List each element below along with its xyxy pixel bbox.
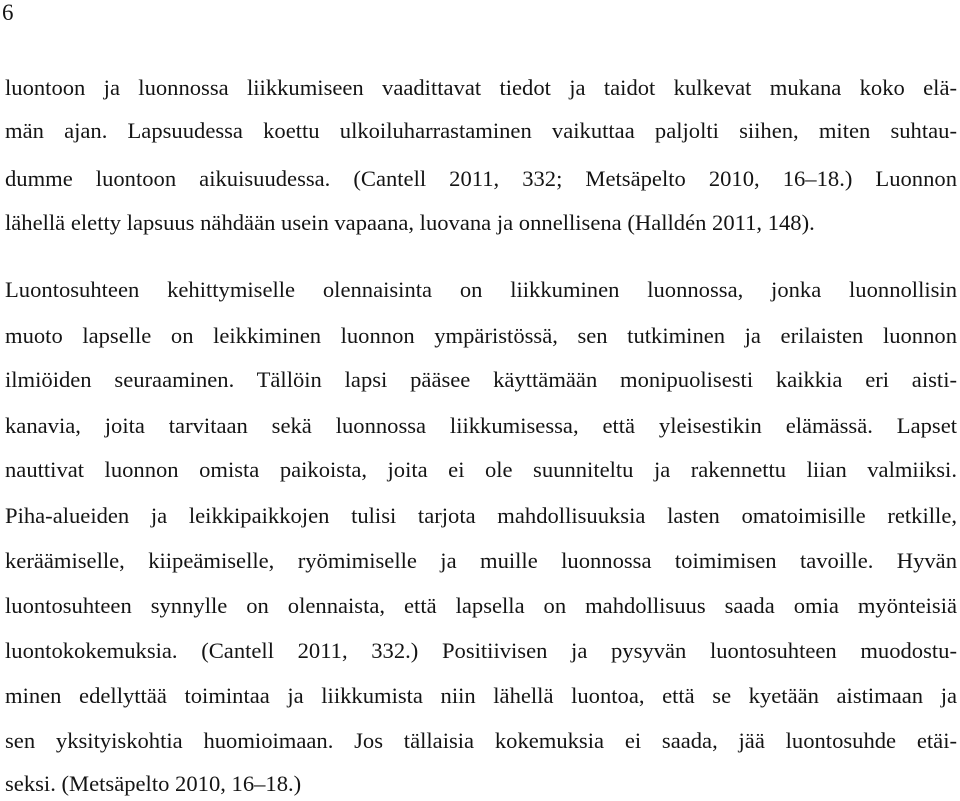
paragraph-line: ilmiöiden seuraaminen. Tällöin lapsi pääsee käyttämään monipuolisesti kaikkia eri aisti- (5, 367, 957, 392)
paragraph-line: män ajan. Lapsuudessa koettu ulkoiluharrastaminen vaikuttaa paljolti siihen, miten suhtau- (5, 118, 957, 143)
paragraph-line: nauttivat luonnon omista paikoista, joita ei ole suunniteltu ja rakennettu liian valmiiksi. (5, 457, 957, 482)
paragraph-line: muoto lapselle on leikkiminen luonnon ympäristössä, sen tutkiminen ja erilaisten luonnon (5, 323, 957, 348)
paragraph-line: luontokokemuksia. (Cantell 2011, 332.) Positiivisen ja pysyvän luontosuhteen muodostu- (5, 638, 957, 663)
paragraph-line: luontosuhteen synnylle on olennaista, että lapsella on mahdollisuus saada omia myönteisiä (5, 593, 957, 618)
paragraph-line: dumme luontoon aikuisuudessa. (Cantell 2011, 332; Metsäpelto 2010, 16–18.) Luonnon (5, 166, 957, 191)
paragraph-line: kanavia, joita tarvitaan sekä luonnossa liikkumisessa, että yleisestikin elämässä. Lapset (5, 413, 957, 438)
paragraph-line: Piha-alueiden ja leikkipaikkojen tulisi tarjota mahdollisuuksia lasten omatoimisille retkille, (5, 503, 957, 528)
paragraph-line: keräämiselle, kiipeämiselle, ryömimiselle ja muille luonnossa toimimisen tavoille. Hyvän (5, 548, 957, 573)
paragraph-line: sen yksityiskohtia huomioimaan. Jos tällaisia kokemuksia ei saada, jää luontosuhde etäi- (5, 728, 957, 753)
paragraph-line: luontoon ja luonnossa liikkumiseen vaadittavat tiedot ja taidot kulkevat mukana koko elä- (5, 75, 957, 100)
paragraph-line: lähellä eletty lapsuus nähdään usein vapaana, luovana ja onnellisena (Halldén 2011, 148). (5, 210, 815, 235)
paragraph-line: Luontosuhteen kehittymiselle olennaisinta on liikkuminen luonnossa, jonka luonnollisin (5, 277, 957, 302)
page-number: 6 (2, 0, 14, 25)
paragraph-line: seksi. (Metsäpelto 2010, 16–18.) (5, 771, 302, 796)
paragraph-line: minen edellyttää toimintaa ja liikkumista niin lähellä luontoa, että se kyetään aistimaan ja (5, 683, 957, 708)
